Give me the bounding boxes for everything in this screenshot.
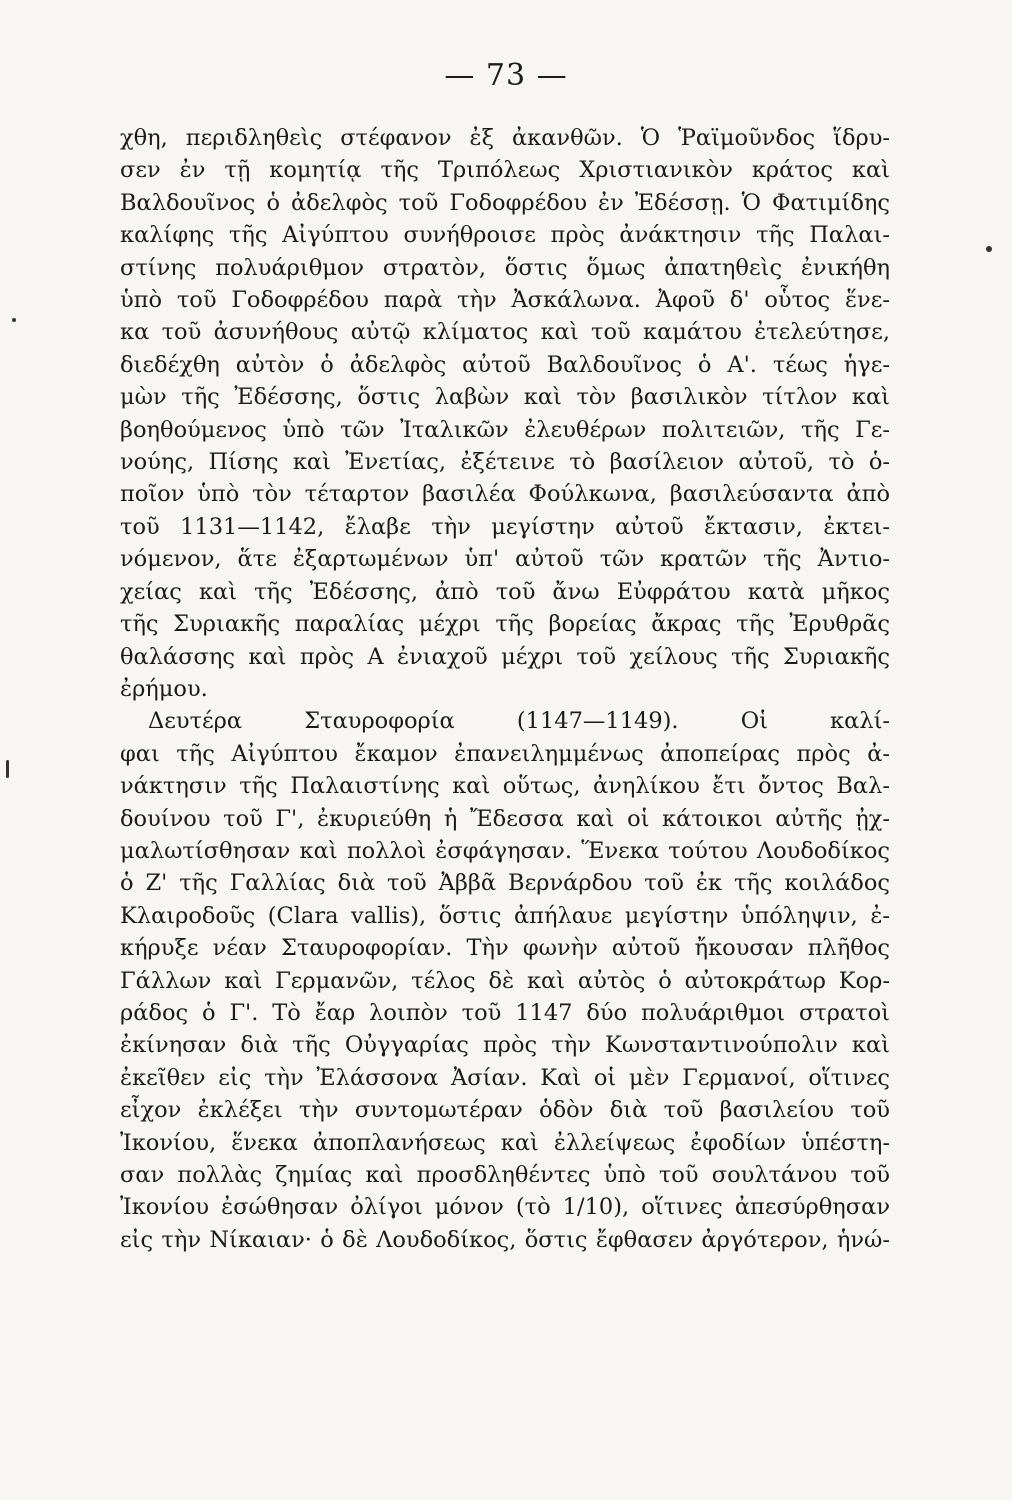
margin-dot (12, 318, 16, 322)
text-line: ὑπὸ τοῦ Γοδοφρέδου παρὰ τὴν Ἀσκάλωνα. Ἀφοῦ δ' οὗτος ἕνε- (120, 287, 890, 314)
body-text (120, 122, 890, 1256)
section-heading-line: Δευτέρα Σταυροφορία (1147—1149). Οἱ καλί- (148, 708, 890, 735)
text-line: ἐρήμου. (120, 675, 208, 702)
text-line: νάκτησιν τῆς Παλαιστίνης καὶ οὕτως, ἀνηλίκου ἔτι ὄντος Βαλ- (120, 773, 890, 800)
text-line: σαν πολλὰς ζημίας καὶ προσδληθέντες ὑπὸ τοῦ σουλτάνου τοῦ (120, 1162, 890, 1188)
text-line: Κλαιροδοῦς (Clara vallis), ὅστις ἀπήλαυε μεγίστην ὑπόληψιν, ἐ- (120, 902, 890, 929)
text-line: ποῖον ὑπὸ τὸν τέταρτον βασιλέα Φούλκωνα, βασιλεύσαντα ἀπὸ (120, 481, 890, 508)
text-line: ἐκίνησαν διὰ τῆς Οὐγγαρίας πρὸς τὴν Κωνσταντινούπολιν καὶ (120, 1032, 890, 1059)
page-number: — 73 — (444, 58, 568, 93)
text-line: νόμενον, ἅτε ἐξαρτωμένων ὑπ' αὐτοῦ τῶν κρατῶν τῆς Ἀντιο- (120, 546, 890, 573)
text-line: στίνης πολυάριθμον στρατὸν, ὅστις ὅμως ἀπατηθεὶς ἐνικήθη (120, 254, 890, 281)
text-line: φαι τῆς Αἰγύπτου ἔκαμον ἐπανειλημμένως ἀποπείρας πρὸς ἀ- (120, 740, 890, 767)
text-line: ἐκεῖθεν εἰς τὴν Ἐλάσσονα Ἀσίαν. Καὶ οἱ μὲν Γερμανοί, οἵτινες (120, 1064, 890, 1091)
text-line: δουίνου τοῦ Γ', ἐκυριεύθη ἡ Ἔδεσσα καὶ οἱ κάτοικοι αὐτῆς ᾐχ- (120, 805, 890, 832)
text-line: κα τοῦ ἀσυνήθους αὐτῷ κλίματος καὶ τοῦ καμάτου ἐτελεύτησε, (120, 319, 890, 346)
text-line: σεν ἐν τῇ κομητίᾳ τῆς Τριπόλεως Χριστιανικὸν κράτος καὶ (120, 157, 890, 184)
text-line: διεδέχθη αὐτὸν ὁ ἀδελφὸς αὐτοῦ Βαλδουῖνος ὁ Α'. τέως ἡγε- (120, 351, 890, 378)
margin-speck (6, 760, 9, 778)
text-line: χθη, περιδληθεὶς στέφανον ἐξ ἀκανθῶν. Ὁ Ῥαϊμοῦνδος ἵδρυ- (120, 125, 890, 151)
text-line: Ἰκονίου, ἕνεκα ἀποπλανήσεως καὶ ἐλλείψεως ἐφοδίων ὑπέστη- (120, 1129, 890, 1156)
text-line: κήρυξε νέαν Σταυροφορίαν. Τὴν φωνὴν αὐτοῦ ἤκουσαν πλῆθος (120, 935, 890, 962)
text-line: μαλωτίσθησαν καὶ πολλοὶ ἐσφάγησαν. Ἕνεκα τούτου Λουδοδίκος (120, 837, 890, 864)
text-line: χείας καὶ τῆς Ἐδέσσης, ἀπὸ τοῦ ἄνω Εὐφράτου κατὰ μῆκος (120, 578, 890, 605)
text-line: νούης, Πίσης καὶ Ἐνετίας, ἐξέτεινε τὸ βασίλειον αὐτοῦ, τὸ ὁ- (120, 449, 890, 476)
text-line: Βαλδουῖνος ὁ ἀδελφὸς τοῦ Γοδοφρέδου ἐν Ἐδέσσῃ. Ὁ Φατιμίδης (120, 189, 890, 216)
text-line: μὼν τῆς Ἐδέσσης, ὅστις λαβὼν καὶ τὸν βασιλικὸν τίτλον καὶ (120, 384, 890, 411)
text-line: Γάλλων καὶ Γερμανῶν, τέλος δὲ καὶ αὐτὸς ὁ αὐτοκράτωρ Κορ- (120, 967, 890, 994)
text-line: ὁ Ζ' τῆς Γαλλίας διὰ τοῦ Ἀββᾶ Βερνάρδου τοῦ ἐκ τῆς κοιλάδος (120, 870, 890, 897)
text-line: τῆς Συριακῆς παραλίας μέχρι τῆς βορείας ἄκρας τῆς Ἐρυθρᾶς (120, 611, 890, 638)
text-line: βοηθούμενος ὑπὸ τῶν Ἰταλικῶν ἐλευθέρων πολιτειῶν, τῆς Γε- (120, 416, 890, 443)
text-line: εἰς τὴν Νίκαιαν· ὁ δὲ Λουδοδίκος, ὅστις ἔφθασεν ἀργότερον, ἡνώ- (120, 1226, 890, 1253)
text-line: Ἰκονίου ἐσώθησαν ὀλίγοι μόνον (τὸ 1/10), οἵτινες ἀπεσύρθησαν (120, 1194, 890, 1221)
margin-dot (986, 246, 992, 252)
text-line: τοῦ 1131—1142, ἔλαβε τὴν μεγίστην αὐτοῦ ἔκτασιν, ἐκτει- (120, 513, 890, 540)
text-line: καλίφης τῆς Αἰγύπτου συνήθροισε πρὸς ἀνάκτησιν τῆς Παλαι- (120, 222, 890, 249)
text-line: θαλάσσης καὶ πρὸς Α ἐνιαχοῦ μέχρι τοῦ χείλους τῆς Συριακῆς (120, 643, 890, 670)
text-line: ράδος ὁ Γ'. Τὸ ἔαρ λοιπὸν τοῦ 1147 δύο πολυάριθμοι στρατοὶ (120, 999, 890, 1026)
text-line: εἶχον ἐκλέξει τὴν συντομωτέραν ὁδὸν διὰ τοῦ βασιλείου τοῦ (120, 1097, 890, 1124)
